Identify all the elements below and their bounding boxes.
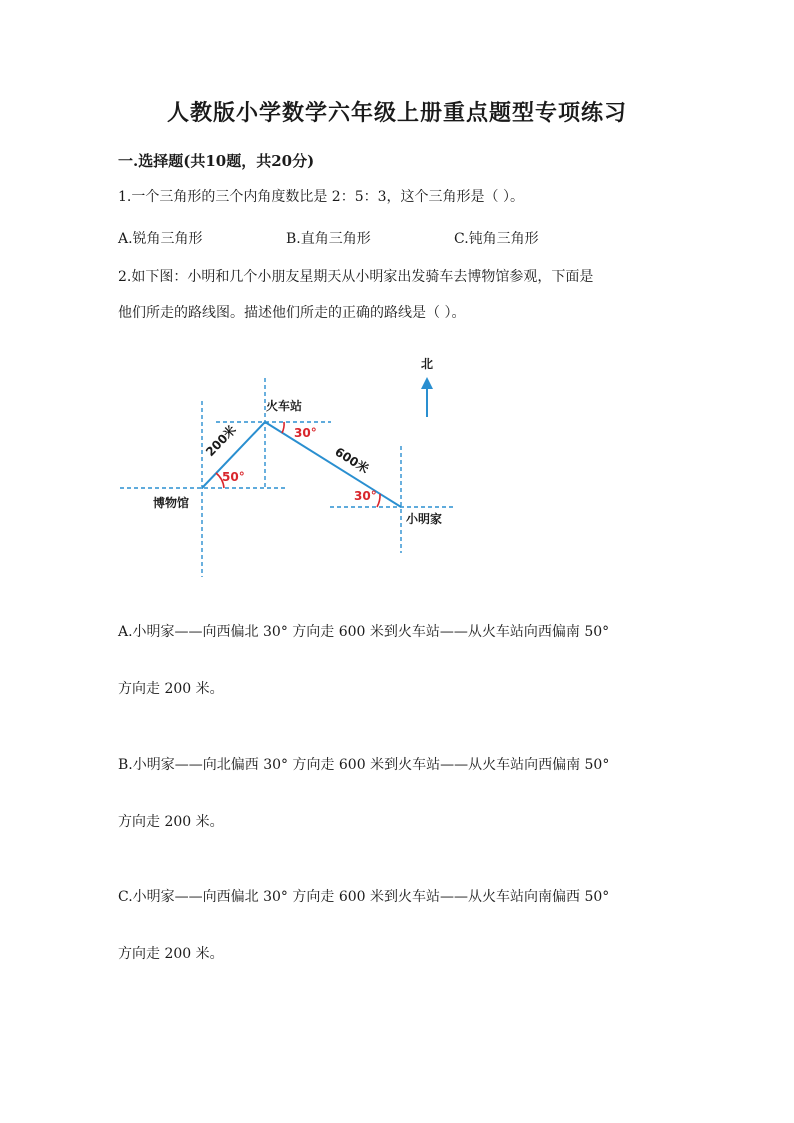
question-1-stem: 1.一个三角形的三个内角度数比是 2：5：3，这个三角形是（ ）。 [118, 189, 524, 205]
angle-arc-home [377, 494, 380, 507]
question-1-option-b[interactable]: B.直角三角形 [286, 231, 371, 247]
distance-600-label: 600米 [332, 444, 372, 477]
angle-home-label: 30° [354, 489, 377, 503]
question-2-option-c-line-2[interactable]: 方向走 200 米。 [118, 946, 224, 962]
question-1-option-a[interactable]: A.锐角三角形 [118, 231, 203, 247]
question-2-option-b-line-2[interactable]: 方向走 200 米。 [118, 814, 224, 830]
home-label: 小明家 [406, 512, 443, 526]
station-label: 火车站 [266, 399, 303, 413]
question-2-option-c-line-1[interactable]: C.小明家——向西偏北 30° 方向走 600 米到火车站——从火车站向南偏西 50° [118, 889, 610, 905]
section-heading: 一.选择题(共10题，共20分) [118, 152, 315, 170]
north-label: 北 [420, 357, 434, 371]
north-arrow-icon [421, 377, 433, 389]
north-indicator [421, 357, 433, 417]
angle-arc-station [282, 422, 284, 433]
angle-museum-label: 50° [222, 470, 245, 484]
distance-200-label: 200米 [203, 422, 239, 460]
question-2-option-b-line-1[interactable]: B.小明家——向北偏西 30° 方向走 600 米到火车站——从火车站向西偏南 50° [118, 757, 610, 773]
page-title: 人教版小学数学六年级上册重点题型专项练习 [166, 100, 627, 126]
question-2-option-a-line-1[interactable]: A.小明家——向西偏北 30° 方向走 600 米到火车站——从火车站向西偏南 50° [118, 624, 610, 640]
museum-label: 博物馆 [153, 496, 190, 510]
route-diagram [110, 345, 470, 585]
angle-station-label: 30° [294, 426, 317, 440]
question-2-stem-line-1: 2.如下图：小明和几个小朋友星期天从小明家出发骑车去博物馆参观，下面是 [118, 269, 594, 285]
question-2-stem-line-2: 他们所走的路线图。描述他们所走的正确的路线是（ ）。 [118, 305, 466, 321]
question-1-option-c[interactable]: C.钝角三角形 [454, 231, 539, 247]
question-2-option-a-line-2[interactable]: 方向走 200 米。 [118, 681, 224, 697]
